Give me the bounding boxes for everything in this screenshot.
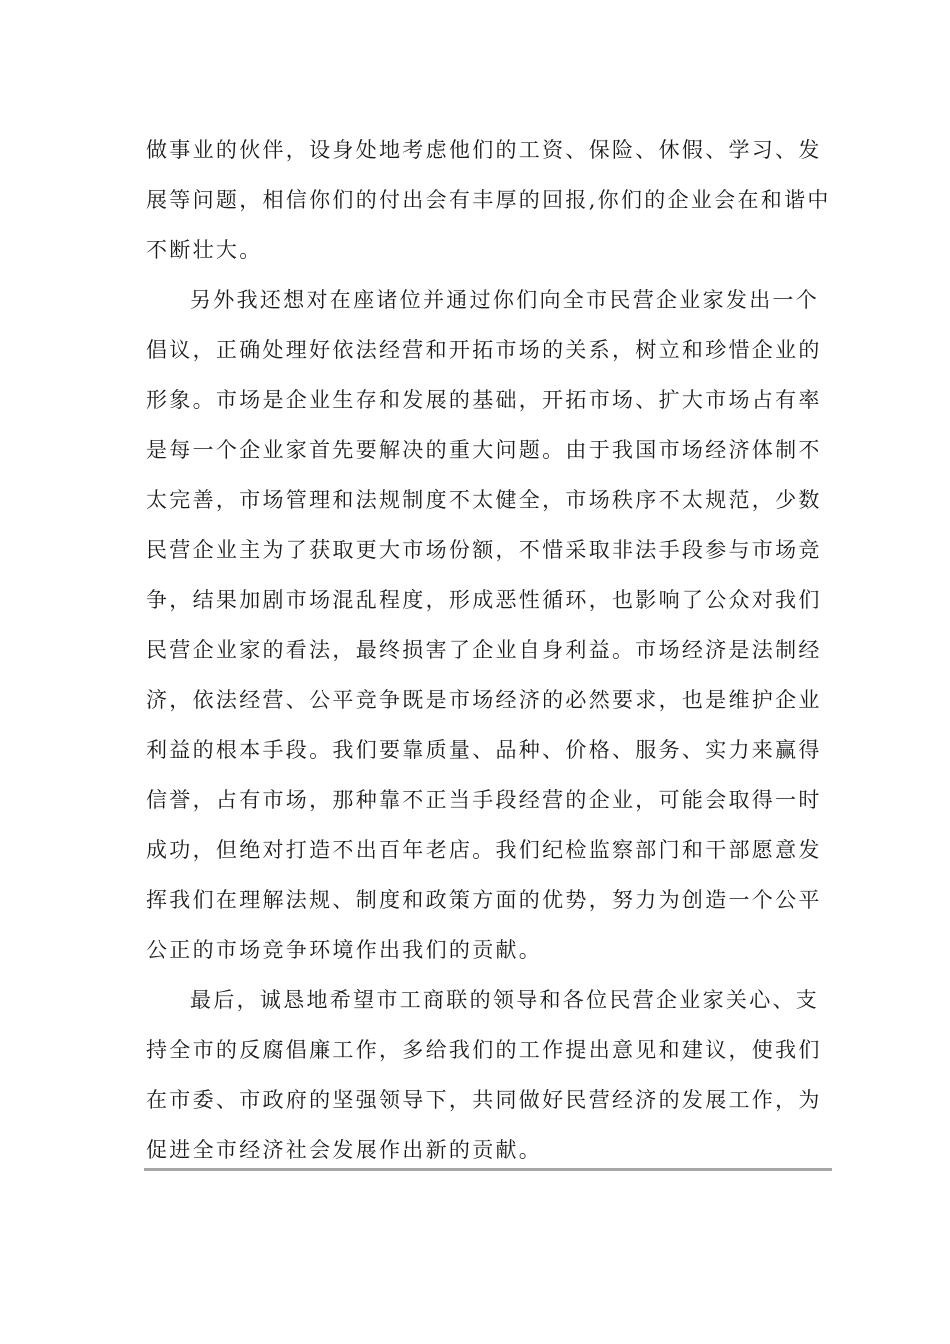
- text-line: 太完善，市场管理和法规制度不太健全，市场秩序不太规范，少数: [146, 488, 822, 512]
- paragraph-first-line: 最后，诚恳地希望市工商联的领导和各位民营企业家关心、支: [190, 988, 820, 1012]
- text-line: 持全市的反腐倡廉工作，多给我们的工作提出意见和建议，使我们: [146, 1038, 822, 1062]
- text-line: 争，结果加剧市场混乱程度，形成恶性循环，也影响了公众对我们: [146, 588, 822, 612]
- text-line: 挥我们在理解法规、制度和政策方面的优势，努力为创造一个公平: [146, 888, 822, 912]
- text-line: 民营企业家的看法，最终损害了企业自身利益。市场经济是法制经: [146, 638, 822, 662]
- text-line: 信誉，占有市场，那种靠不正当手段经营的企业，可能会取得一时: [146, 788, 822, 812]
- footer-divider: [144, 1168, 832, 1171]
- text-line: 不断壮大。: [146, 238, 263, 262]
- text-line: 成功，但绝对打造不出百年老店。我们纪检监察部门和干部愿意发: [146, 838, 822, 862]
- text-line: 是每一个企业家首先要解决的重大问题。由于我国市场经济体制不: [146, 438, 822, 462]
- text-line: 在市委、市政府的坚强领导下，共同做好民营经济的发展工作，为: [146, 1088, 822, 1112]
- text-line: 做事业的伙伴，设身处地考虑他们的工资、保险、休假、学习、发: [146, 138, 822, 162]
- paragraph-first-line: 另外我还想对在座诸位并通过你们向全市民营企业家发出一个: [190, 288, 820, 312]
- text-line: 展等问题，相信你们的付出会有丰厚的回报,你们的企业会在和谐中: [146, 188, 831, 212]
- text-line: 倡议，正确处理好依法经营和开拓市场的关系，树立和珍惜企业的: [146, 338, 822, 362]
- text-line: 利益的根本手段。我们要靠质量、品种、价格、服务、实力来赢得: [146, 738, 822, 762]
- text-line: 民营企业主为了获取更大市场份额，不惜采取非法手段参与市场竞: [146, 538, 822, 562]
- text-line: 公正的市场竞争环境作出我们的贡献。: [146, 938, 543, 962]
- text-line: 促进全市经济社会发展作出新的贡献。: [146, 1138, 543, 1162]
- text-line: 济，依法经营、公平竞争既是市场经济的必然要求，也是维护企业: [146, 688, 822, 712]
- text-line: 形象。市场是企业生存和发展的基础，开拓市场、扩大市场占有率: [146, 388, 822, 412]
